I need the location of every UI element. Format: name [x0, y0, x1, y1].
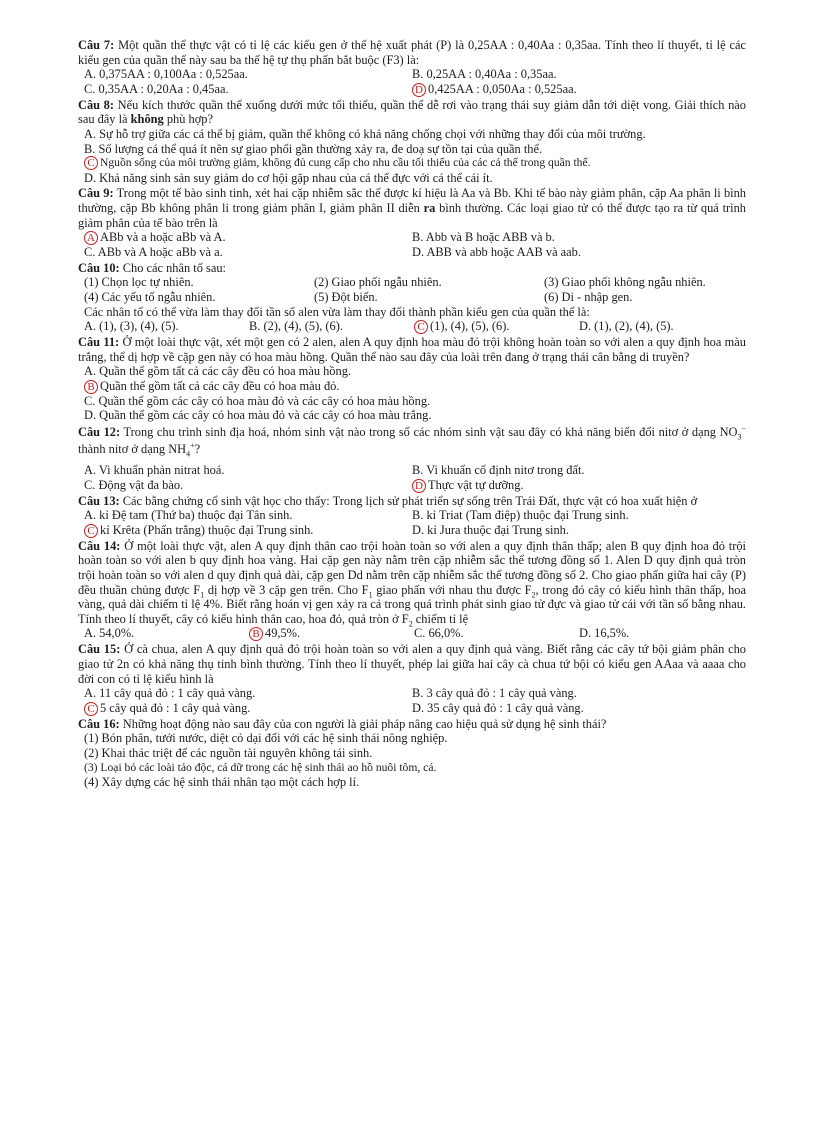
option-b: B. kỉ Triat (Tam điệp) thuộc đại Trung sinh.	[412, 508, 629, 523]
option-c	[78, 701, 406, 716]
question-8-title: Câu 8:	[78, 97, 115, 112]
question-9-stem	[78, 186, 746, 230]
question-13-title: Câu 13:	[78, 493, 120, 508]
question-10-question: Các nhân tố có thể vừa làm thay đổi tần số alen vừa làm thay đổi thành phần kiểu gen của quần thể là:	[84, 304, 590, 319]
option-d	[406, 478, 746, 493]
option-a: A. kỉ Đệ tam (Thứ ba) thuộc đại Tân sinh.	[84, 508, 293, 523]
option-c	[414, 319, 579, 334]
answer-circle-icon: B	[249, 627, 263, 641]
option-c: C. Động vật đa bào.	[84, 477, 184, 492]
exam-page	[78, 38, 746, 791]
option-a: A. Sự hỗ trợ giữa các cá thể bị giảm, quần thể không có khả năng chống chọi với những thay đổi của môi trường.	[84, 126, 646, 141]
option-c	[78, 523, 406, 538]
question-8-text-a: Nếu kích thước quần thể xuống dưới mức tối thiểu, quần thể dễ rơi vào trạng thái suy giảm dẫn tới diệt vong. Giải thích nào sau đây là	[78, 97, 746, 127]
question-9-emphasis: ra	[423, 200, 436, 215]
question-12-stem	[78, 424, 746, 458]
option-a: A. Vi khuẩn phản nitrat hoá.	[84, 463, 225, 478]
option-a	[78, 230, 406, 245]
option-b: B. 3 cây quả đỏ : 1 cây quả vàng.	[412, 686, 577, 701]
question-10-text: Cho các nhân tố sau:	[122, 260, 226, 275]
question-7-title: Câu 7:	[78, 38, 115, 52]
answer-circle-icon: C	[414, 320, 428, 334]
factor-item: (4) Các yếu tố ngẫu nhiên.	[84, 289, 216, 304]
question-12-options	[78, 463, 746, 493]
question-13-options	[78, 508, 746, 538]
question-15-options	[78, 686, 746, 716]
option-b	[249, 626, 414, 641]
option-d-text: 0,425AA : 0,050Aa : 0,525aa.	[428, 81, 577, 96]
question-14-text-e: chiếm tỉ lệ	[412, 611, 469, 626]
question-11-stem	[78, 335, 746, 364]
question-15-stem	[78, 642, 746, 686]
question-14-text-c: giao phấn với nhau thu được F	[372, 582, 532, 597]
question-15	[78, 642, 746, 715]
option-b	[78, 379, 746, 394]
question-8-emphasis: không	[130, 112, 164, 127]
question-14-text-a: Ở một loài thực vật, alen A quy định thân cao trội hoàn toàn so với alen a quy định thân thấp; alen B quy định hoa đỏ trội hoàn toàn so với alen b quy định hoa vàng. Hai cặp gen này nằm trên cặp nhiễm sắc thể tương đồng số 1. Alen D quy định quả tròn trội hoàn toàn so với alen d quy định quả dài, cặp gen Dd nằm trên cặp nhiễm sắc thể tương đồng số 2. Cho giao phấn giữa hai cây (P) đều thuần chủng được F	[78, 538, 746, 597]
option-b: B. Abb và B hoặc ABB và b.	[412, 230, 555, 245]
factor-item: (6) Di - nhập gen.	[544, 289, 633, 304]
option-d: D. Quần thể gồm các cây có hoa màu đỏ và các cây có hoa màu trắng.	[84, 408, 432, 423]
question-7-stem	[78, 38, 746, 67]
question-9-text-a: Trong một tế bào sinh tinh, xét hai cặp nhiễm sắc thể được kí hiệu là Aa và Bb. Khi tế bào này giảm phân, cặp Aa phân li bình thường, cặp Bb không phân li trong giảm phân I, giảm phân II diễn	[78, 186, 746, 215]
option-c-text: kỉ Krêta (Phấn trắng) thuộc đại Trung sinh.	[100, 522, 314, 537]
question-14-options	[84, 626, 746, 641]
answer-circle-icon: A	[84, 231, 98, 245]
question-15-text: Ở cà chua, alen A quy định quả đỏ trội hoàn toàn so với alen a quy định quả vàng. Biết rằng các cây tứ bội giảm phân cho giao tử 2n có khả năng thụ tinh bình thường. Tính theo lí thuyết, phép lai giữa hai cây cà chua tứ bội có kiểu gen AAaa và aaaa cho đời con có tỉ lệ kiểu hình là	[78, 642, 746, 686]
question-11	[78, 335, 746, 423]
question-9-text-b: bình thường. Các loại giao tử có thể được tạo ra từ quá trình giảm phân của tế bào trên là	[78, 200, 746, 230]
question-8	[78, 98, 746, 186]
question-8-stem	[78, 98, 746, 127]
option-a-text: ABb và a hoặc aBb và A.	[100, 230, 226, 245]
question-12-title: Câu 12:	[78, 425, 121, 440]
question-13	[78, 494, 746, 538]
option-d: D. 16,5%.	[579, 626, 630, 641]
option-b: B. (2), (4), (5), (6).	[249, 319, 343, 334]
question-16-title: Câu 16:	[78, 716, 120, 731]
question-9	[78, 186, 746, 259]
question-10-options	[84, 319, 746, 334]
option-d: D. kỉ Jura thuộc đại Trung sinh.	[412, 522, 569, 537]
question-10-title: Câu 10:	[78, 260, 120, 275]
question-16	[78, 717, 746, 790]
statement-item: (4) Xây dựng các hệ sinh thái nhân tạo một cách hợp lí.	[84, 775, 360, 790]
answer-circle-icon: C	[84, 524, 98, 538]
answer-circle-icon: B	[84, 380, 98, 394]
statement-item: (3) Loại bỏ các loài tảo độc, cá dữ trong các hệ sinh thái ao hồ nuôi tôm, cá.	[84, 760, 437, 774]
question-12	[78, 424, 746, 493]
option-d-text: Thực vật tự dưỡng.	[428, 477, 524, 492]
question-12-text-a: Trong chu trình sinh địa hoá, nhóm sinh vật nào trong số các nhóm sinh vật sau đây có khả năng biến đổi nitơ ở dạng	[123, 425, 716, 440]
question-15-title: Câu 15:	[78, 642, 121, 657]
option-b: B. 0,25AA : 0,40Aa : 0,35aa.	[412, 67, 557, 82]
factor-item: (1) Chọn lọc tự nhiên.	[84, 275, 194, 290]
question-10-stem	[78, 261, 746, 276]
question-14-stem: Câu 14: Ở một loài thực vật, alen A quy định thân cao trội hoàn toàn so với alen a quy định thân thấp; alen B quy định hoa đỏ trội hoàn toàn so với alen b quy định hoa vàng. Hai cặp gen này nằm trên cặp nhiễm sắc thể tương đồng số 1. Alen D quy định quả tròn trội hoàn toàn so với alen d quy định quả dài, cặp gen Dd nằm trên cặp nhiễm sắc thể tương đồng số 2. Cho giao phấn giữa hai cây (P) đều thuần chủng được $F_1$ dị hợp về 3 cặp gen trên. Cho $F_1$ giao phấn với nhau thu được $F_2$, trong đó cây có kiểu hình thân thấp, hoa vàng, quả dài chiếm tỉ lệ 4%. Biết rằng hoán vị gen xảy ra cả trong quá trình phát sinh giao tử đực và giao tử cái với tần số bằng nhau. Tính theo lí thuyết, cây có kiểu hình thân cao, hoa đỏ, quả tròn ở $F_2$ chiếm tỉ lệ	[78, 538, 746, 629]
option-c: C. ABb và A hoặc aBb và a.	[84, 245, 223, 260]
option-a: A. 11 cây quả đỏ : 1 cây quả vàng.	[84, 686, 256, 701]
question-10	[78, 261, 746, 334]
option-b: B. Số lượng cá thể quá ít nên sự giao phối gần thường xảy ra, đe doạ sự tồn tại của quần thể.	[84, 141, 543, 156]
question-14	[78, 539, 746, 642]
option-c: C. 0,35AA : 0,20Aa : 0,45aa.	[84, 81, 229, 96]
factor-item: (3) Giao phối không ngẫu nhiên.	[544, 275, 706, 290]
question-7	[78, 38, 746, 97]
option-d: D. Khả năng sinh sản suy giảm do cơ hội gặp nhau của cá thể đực với cá thể cái ít.	[84, 170, 493, 185]
option-a: A. (1), (3), (4), (5).	[84, 319, 179, 334]
question-9-options	[78, 230, 746, 260]
question-11-text: Ở một loài thực vật, xét một gen có 2 alen, alen A quy định hoa màu đỏ trội không hoàn toàn so với alen a quy định hoa màu trắng, thể dị hợp về cặp gen này có hoa màu hồng. Quần thể nào sau đây của loài trên đang ở trạng thái cân bằng di truyền?	[78, 335, 746, 364]
option-a: A. Quần thể gồm tất cả các cây đều có hoa màu hồng.	[84, 364, 351, 379]
question-12-text-b: thành nitơ ở dạng	[78, 442, 166, 457]
question-11-title: Câu 11:	[78, 335, 120, 350]
statement-item: (2) Khai thác triệt để các nguồn tài nguyên không tái sinh.	[84, 745, 373, 760]
option-b-text: Quần thể gồm tất cả các cây đều có hoa màu đỏ.	[100, 378, 340, 393]
option-c: C. 66,0%.	[414, 626, 464, 641]
answer-circle-icon: C	[84, 702, 98, 716]
option-d: D. 35 cây quả đỏ : 1 cây quả vàng.	[412, 700, 584, 715]
question-8-text-b: phù hợp?	[166, 112, 213, 127]
question-13-stem	[78, 494, 746, 509]
option-b: B. Vi khuẩn cố định nitơ trong đất.	[412, 463, 585, 478]
question-13-text: Các bằng chứng cổ sinh vật học cho thấy: Trong lịch sử phát triển sự sống trên Trái Đất, thực vật có hoa xuất hiện ở	[122, 493, 698, 508]
question-7-text: Một quần thể thực vật có tỉ lệ các kiểu gen ở thế hệ xuất phát (P) là 0,25AA : 0,40Aa : 0,35aa. Tính theo lí thuyết, tỉ lệ các kiểu gen của quần thể này sau ba thế hệ tự thụ phấn bắt buộc (F3) là:	[78, 38, 746, 67]
factor-item: (5) Đột biến.	[314, 289, 378, 304]
option-c-text: Nguồn sống của môi trường giảm, không đủ cung cấp cho nhu cầu tối thiểu của các cá thể trong quần thể.	[100, 156, 591, 170]
statement-item: (1) Bón phân, tưới nước, diệt cỏ dại đối với các hệ sinh thái nông nghiệp.	[84, 731, 448, 746]
formula-no3: $NO_3^-$	[719, 423, 747, 442]
option-d: D. (1), (2), (4), (5).	[579, 319, 674, 334]
question-7-options	[78, 67, 746, 97]
question-12-text-c: ?	[194, 442, 201, 457]
question-16-text: Những hoạt động nào sau đây của con người là giải pháp nâng cao hiệu quả sử dụng hệ sinh thái?	[122, 716, 607, 731]
question-14-text-d: , trong đó cây có kiểu hình thân thấp, hoa vàng, quả dài chiếm tỉ lệ 4%. Biết rằng hoán vị gen xảy ra cả trong quá trình phát sinh giao tử đực và giao tử cái với tần số bằng nhau. Tính theo lí thuyết, cây có kiểu hình thân cao, hoa đỏ, quả tròn ở F	[78, 582, 746, 626]
option-d	[406, 82, 746, 97]
option-c: C. Quần thể gồm các cây có hoa màu đỏ và các cây có hoa màu hồng.	[84, 393, 431, 408]
option-d: D. ABB và abb hoặc AAB và aab.	[412, 245, 581, 260]
question-14-text-b: dị hợp về 3 cặp gen trên. Cho F	[204, 582, 369, 597]
answer-circle-icon: D	[412, 83, 426, 97]
option-c-text: 5 cây quả đỏ : 1 cây quả vàng.	[100, 700, 251, 715]
answer-circle-icon: C	[84, 156, 98, 170]
option-b-text: 49,5%.	[265, 626, 301, 641]
option-c	[78, 156, 746, 171]
formula-nh4: $NH_4^+$	[168, 440, 195, 459]
question-14-title: Câu 14:	[78, 538, 121, 553]
option-a: A. 54,0%.	[84, 626, 135, 641]
option-c-text: (1), (4), (5), (6).	[430, 319, 510, 334]
factor-item: (2) Giao phối ngẫu nhiên.	[314, 275, 442, 290]
factor-list	[78, 275, 746, 304]
answer-circle-icon: D	[412, 479, 426, 493]
option-a: A. 0,375AA : 0,100Aa : 0,525aa.	[84, 67, 248, 82]
question-9-title: Câu 9:	[78, 186, 114, 201]
question-16-stem	[78, 717, 746, 732]
